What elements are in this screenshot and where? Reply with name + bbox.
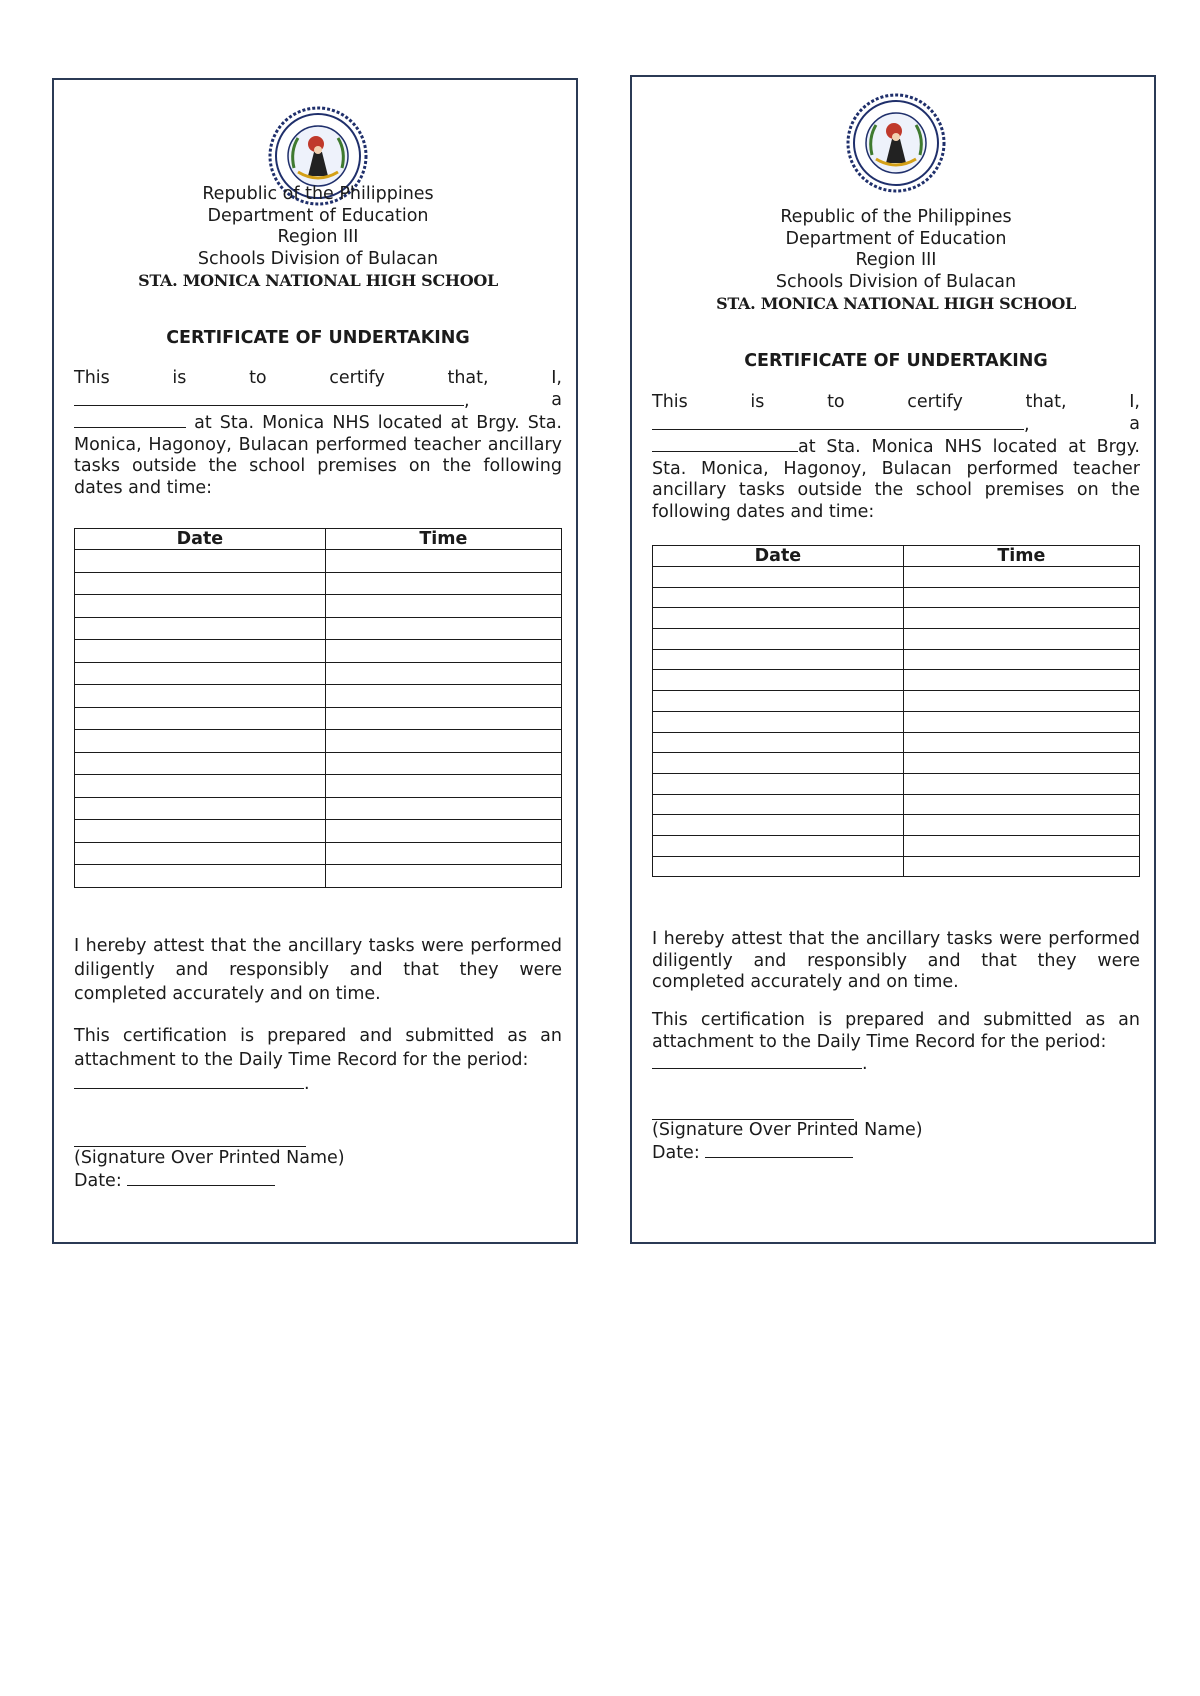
- time-cell[interactable]: [903, 815, 1139, 836]
- time-cell[interactable]: [325, 617, 561, 640]
- name-blank[interactable]: [652, 414, 1024, 430]
- certificate-card-left: [52, 78, 578, 1244]
- date-cell[interactable]: [75, 640, 326, 663]
- date-cell[interactable]: [75, 842, 326, 865]
- time-cell[interactable]: [325, 707, 561, 730]
- date-time-rows: [75, 550, 562, 888]
- date-time-table: [652, 545, 1140, 877]
- date-blank[interactable]: [705, 1142, 853, 1158]
- table-row: [75, 662, 562, 685]
- attest-paragraph: I hereby attest that the ancillary tasks were performed diligently and responsibly and that they were completed accurately and on time.: [74, 936, 562, 1004]
- time-cell[interactable]: [903, 587, 1139, 608]
- location-text: at Sta. Monica NHS located at Brgy. Sta. Monica, Hagonoy, Bulacan performed teacher ancillary tasks outside the school premises on the following dates and time:: [74, 413, 562, 498]
- date-time-table: [74, 528, 562, 888]
- date-cell[interactable]: [75, 820, 326, 843]
- date-blank[interactable]: [127, 1170, 275, 1186]
- signature-line[interactable]: [74, 1124, 306, 1147]
- time-cell[interactable]: [903, 567, 1139, 588]
- date-cell[interactable]: [653, 753, 904, 774]
- date-cell[interactable]: [75, 752, 326, 775]
- date-row: Date:: [74, 1170, 345, 1193]
- date-cell[interactable]: [75, 797, 326, 820]
- time-cell[interactable]: [325, 572, 561, 595]
- time-cell[interactable]: [325, 662, 561, 685]
- time-cell[interactable]: [325, 640, 561, 663]
- time-cell[interactable]: [325, 775, 561, 798]
- date-cell[interactable]: [653, 670, 904, 691]
- time-cell[interactable]: [903, 629, 1139, 650]
- position-blank[interactable]: [74, 412, 186, 428]
- table-row: [75, 572, 562, 595]
- header-line-region: Region III: [277, 227, 359, 247]
- certify-intro-line: This is to certify that, I,: [652, 392, 1140, 412]
- name-line: , a: [652, 414, 1140, 437]
- school-name: STA. MONICA NATIONAL HIGH SCHOOL: [138, 271, 498, 290]
- date-column-header: Date: [653, 546, 904, 567]
- table-row: [653, 732, 1140, 753]
- date-cell[interactable]: [75, 617, 326, 640]
- certificate-title: CERTIFICATE OF UNDERTAKING: [166, 328, 470, 348]
- table-row: [75, 775, 562, 798]
- header-line-region: Region III: [855, 250, 937, 270]
- table-row: [653, 773, 1140, 794]
- table-row: [75, 550, 562, 573]
- time-cell[interactable]: [325, 797, 561, 820]
- date-cell[interactable]: [75, 595, 326, 618]
- position-blank[interactable]: [652, 436, 798, 452]
- header-line-department: Department of Education: [785, 228, 1007, 249]
- table-row: [653, 815, 1140, 836]
- table-row: [75, 617, 562, 640]
- date-cell[interactable]: [653, 608, 904, 629]
- certificate-title: CERTIFICATE OF UNDERTAKING: [744, 351, 1048, 371]
- header-line-division: Schools Division of Bulacan: [197, 248, 439, 269]
- name-blank[interactable]: [74, 390, 464, 406]
- period-blank[interactable]: [74, 1073, 304, 1089]
- time-cell[interactable]: [903, 711, 1139, 732]
- certificate-card-right: [630, 75, 1156, 1244]
- date-cell[interactable]: [75, 572, 326, 595]
- time-cell[interactable]: [325, 842, 561, 865]
- header-line-division: Schools Division of Bulacan: [775, 271, 1017, 292]
- time-column-header: Time: [325, 529, 561, 550]
- certify-intro-line: This is to certify that, I,: [74, 368, 562, 388]
- time-cell[interactable]: [903, 691, 1139, 712]
- time-cell[interactable]: [325, 820, 561, 843]
- time-cell[interactable]: [903, 753, 1139, 774]
- time-cell[interactable]: [903, 649, 1139, 670]
- table-row: [653, 691, 1140, 712]
- letterhead: [652, 207, 1140, 315]
- period-blank[interactable]: [652, 1053, 862, 1069]
- submission-paragraph: This certification is prepared and submitted as an attachment to the Daily Time Record for the period: .: [652, 1010, 1140, 1074]
- table-row: [653, 670, 1140, 691]
- time-cell[interactable]: [903, 732, 1139, 753]
- time-cell[interactable]: [903, 773, 1139, 794]
- date-cell[interactable]: [75, 775, 326, 798]
- header-line-republic: Republic of the Philippines: [202, 184, 434, 204]
- school-name: STA. MONICA NATIONAL HIGH SCHOOL: [716, 294, 1076, 313]
- signature-caption: (Signature Over Printed Name): [74, 1148, 345, 1168]
- school-seal-icon: [846, 93, 946, 193]
- table-row: [75, 797, 562, 820]
- table-row: [653, 567, 1140, 588]
- time-cell[interactable]: [325, 685, 561, 708]
- table-row: [653, 753, 1140, 774]
- header-line-department: Department of Education: [207, 205, 429, 226]
- letterhead: [74, 184, 562, 292]
- date-cell[interactable]: [653, 856, 904, 877]
- date-cell[interactable]: [653, 629, 904, 650]
- date-cell[interactable]: [653, 773, 904, 794]
- date-cell[interactable]: [653, 649, 904, 670]
- date-cell[interactable]: [653, 835, 904, 856]
- date-cell[interactable]: [653, 794, 904, 815]
- table-row: [653, 856, 1140, 877]
- date-cell[interactable]: [653, 815, 904, 836]
- certify-paragraph: [74, 368, 562, 499]
- table-row: [75, 685, 562, 708]
- date-cell[interactable]: [75, 865, 326, 888]
- table-row: [653, 711, 1140, 732]
- time-column-header: Time: [903, 546, 1139, 567]
- signature-caption: (Signature Over Printed Name): [652, 1120, 923, 1140]
- table-row: [653, 587, 1140, 608]
- date-cell[interactable]: [653, 732, 904, 753]
- time-cell[interactable]: [903, 608, 1139, 629]
- date-column-header: Date: [75, 529, 326, 550]
- date-cell[interactable]: [653, 567, 904, 588]
- table-row: [653, 794, 1140, 815]
- table-row: [75, 752, 562, 775]
- location-text: at Sta. Monica NHS located at Brgy. Sta. Monica, Hagonoy, Bulacan performed teacher ancillary tasks outside the school premises on the following dates and time:: [652, 437, 1140, 522]
- table-row: [75, 730, 562, 753]
- table-row: [653, 649, 1140, 670]
- signature-block: [652, 1099, 923, 1164]
- name-line: , a: [74, 390, 562, 413]
- time-cell[interactable]: [325, 752, 561, 775]
- table-row: [75, 640, 562, 663]
- table-row: [653, 608, 1140, 629]
- date-cell[interactable]: [75, 685, 326, 708]
- time-cell[interactable]: [325, 865, 561, 888]
- table-row: [653, 835, 1140, 856]
- date-cell[interactable]: [653, 587, 904, 608]
- table-row: [75, 707, 562, 730]
- date-cell[interactable]: [653, 691, 904, 712]
- certify-paragraph: [652, 392, 1140, 523]
- date-cell[interactable]: [653, 711, 904, 732]
- date-cell[interactable]: [75, 550, 326, 573]
- submission-paragraph: This certification is prepared and submitted as an attachment to the Daily Time Record for the period: .: [74, 1026, 562, 1094]
- time-cell[interactable]: [903, 835, 1139, 856]
- signature-block: [74, 1124, 345, 1193]
- date-cell[interactable]: [75, 662, 326, 685]
- time-cell[interactable]: [903, 794, 1139, 815]
- attest-paragraph: I hereby attest that the ancillary tasks were performed diligently and responsibly and that they were completed accurately and on time.: [652, 929, 1140, 992]
- signature-line[interactable]: [652, 1099, 854, 1120]
- time-cell[interactable]: [325, 730, 561, 753]
- header-line-republic: Republic of the Philippines: [780, 207, 1012, 227]
- date-cell[interactable]: [75, 707, 326, 730]
- time-cell[interactable]: [903, 856, 1139, 877]
- table-row: [653, 629, 1140, 650]
- date-row: Date:: [652, 1142, 923, 1165]
- time-cell[interactable]: [903, 670, 1139, 691]
- table-row: [75, 595, 562, 618]
- table-row: [75, 842, 562, 865]
- table-row: [75, 820, 562, 843]
- time-cell[interactable]: [325, 550, 561, 573]
- date-time-rows: [653, 567, 1140, 877]
- date-cell[interactable]: [75, 730, 326, 753]
- table-row: [75, 865, 562, 888]
- time-cell[interactable]: [325, 595, 561, 618]
